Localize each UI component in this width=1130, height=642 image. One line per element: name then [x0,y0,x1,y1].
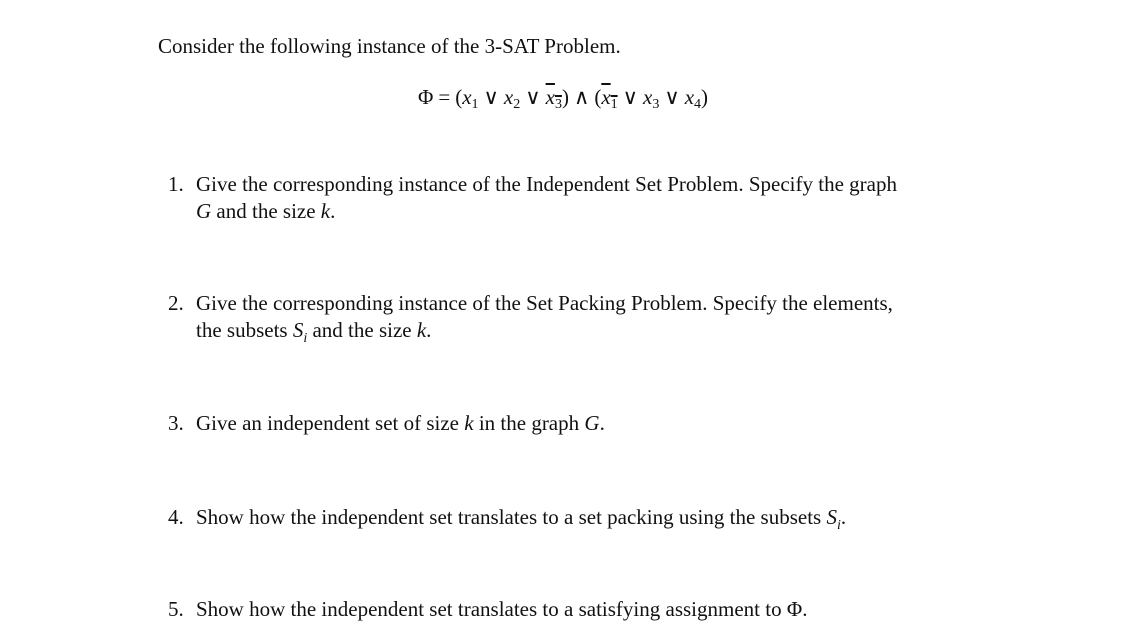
formula-var: x [545,85,555,109]
formula-and: ∧ [573,85,590,109]
formula-negated-var [601,85,618,112]
math-var: G [196,199,212,223]
question-text: Give an independent set of size [196,411,465,435]
formula-var: x [643,85,653,109]
formula-negated-var [545,85,562,112]
math-var: S [292,318,304,342]
question-text: . [802,597,808,621]
question-text: . [840,505,847,529]
question-body [196,171,1018,225]
question-text: the subsets [196,318,293,342]
question-body [196,410,1018,437]
question-number: 1. [168,172,184,196]
question-text: Show how the independent set translates to a satisfying assignment to [196,597,787,621]
question-5 [168,596,1018,623]
math-var: S [826,505,837,529]
math-var: Φ [786,597,803,621]
question-body [196,290,1018,352]
question-line [196,318,432,347]
question-number: 3. [168,411,184,435]
question-number: 4. [168,505,184,529]
formula-index: 1 [471,97,479,112]
question-line [196,199,335,223]
formula-index: 3 [652,97,660,112]
question-2 [168,290,1018,352]
question-line: Give the corresponding instance of the Set Packing Problem. Specify the elements, [196,291,893,315]
question-text: and the size [211,199,321,223]
sat-formula [418,83,708,111]
question-number: 5. [168,597,184,621]
question-body [196,596,1018,623]
question-text: . [330,199,336,223]
formula-rparen: ) [561,85,569,109]
math-var: k [416,318,427,342]
formula-index: 3 [554,97,562,112]
math-var: k [320,199,331,223]
question-1 [168,171,1018,225]
question-line: Give the corresponding instance of the Independent Set Problem. Specify the graph [196,172,897,196]
math-var: G [584,411,600,435]
question-4 [168,504,1018,539]
formula-rparen: ) [701,85,709,109]
question-text: and the size [307,318,417,342]
formula-or: ∨ [664,85,680,109]
question-text: . [599,411,605,435]
formula-or: ∨ [622,85,639,109]
formula-lparen: ( [594,85,602,109]
question-text: . [426,318,432,342]
math-subscript: i [303,331,308,347]
question-3 [168,410,1018,437]
formula-index: 2 [513,97,521,112]
formula-or: ∨ [483,85,499,109]
formula-lparen: ( [455,85,463,109]
math-subscript: i [836,518,841,534]
question-body [196,504,1018,539]
formula-var: x [684,85,695,109]
math-var: k [464,411,474,435]
formula-phi: Φ [418,85,434,109]
formula-index: 1 [610,97,618,112]
formula-index: 4 [694,97,702,112]
formula-var: x [601,85,611,109]
question-number: 2. [168,291,184,315]
formula-var: x [462,85,472,109]
formula-var: x [503,85,514,109]
question-text: Show how the independent set translates to a set packing using the subsets [196,505,827,529]
formula-or: ∨ [525,85,541,109]
question-text: in the graph [473,411,585,435]
intro-text: Consider the following instance of the 3-SAT Problem. [158,34,621,58]
formula-equals: = [438,85,451,109]
